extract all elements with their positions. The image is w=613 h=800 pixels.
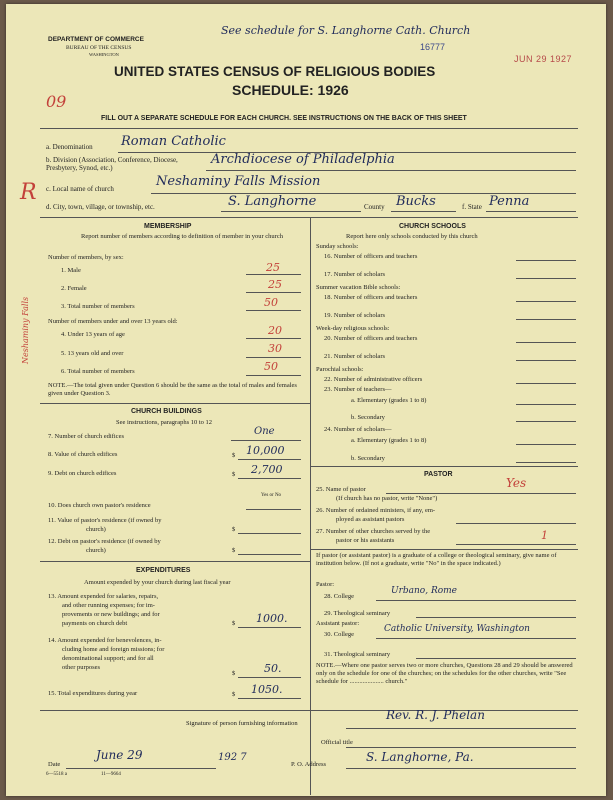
q13-value: 1000. <box>256 612 288 625</box>
schools-title: CHURCH SCHOOLS <box>399 223 466 230</box>
dollar-sign: $ <box>232 471 236 478</box>
handwritten-note: See schedule for S. Langhorne Cath. Church <box>221 24 471 37</box>
buildings-title: CHURCH BUILDINGS <box>131 408 202 415</box>
division-value: Archdiocese of Philadelphia <box>211 152 395 167</box>
form-title: UNITED STATES CENSUS OF RELIGIOUS BODIES <box>114 64 436 79</box>
year-value: 192 7 <box>218 752 247 763</box>
local-name-label: c. Local name of church <box>46 185 114 193</box>
margin-side-note-2: Neshaminy Falls <box>21 296 30 364</box>
signature-label: Signature of person furnishing information <box>186 720 298 727</box>
q27-label-2: pastor or his assistants <box>336 537 395 544</box>
q11-label: 11. Value of pastor's residence (if owned by <box>48 517 162 524</box>
file-number-stamp: 16777 <box>420 42 446 52</box>
denomination-label: a. Denomination <box>46 143 93 151</box>
division-label: b. Division (Association, Conference, Diocese, Presbytery, Synod, etc.) <box>46 156 178 172</box>
q15-value: 1050. <box>251 683 283 696</box>
address-value: S. Langhorne, Pa. <box>366 750 474 764</box>
city-town-label: d. City, town, village, or township, etc. <box>46 203 155 211</box>
parochial-label: Parochial schools: <box>316 366 364 373</box>
q5-over13-label: 5. 13 years old and over <box>61 350 124 357</box>
buildings-sub: See instructions, paragraphs 10 to 12 <box>116 419 213 426</box>
q7-label: 7. Number of church edifices <box>48 433 124 440</box>
asst-pastor-label: Assistant pastor: <box>316 620 360 627</box>
by-sex-label: Number of members, by sex: <box>48 254 124 261</box>
q10-label: 10. Does church own pastor's residence <box>48 502 151 509</box>
q2-female-label: 2. Female <box>61 285 87 292</box>
pastor-sub-label: Pastor: <box>316 581 335 588</box>
q14-label-1: 14. Amount expended for benevolences, in- <box>48 637 162 644</box>
q24b-label: b. Secondary <box>351 455 385 462</box>
q28-value: Urbano, Rome <box>391 586 458 596</box>
q23b-label: b. Secondary <box>351 414 385 421</box>
q26-label-2: ployed as assistant pastors <box>336 516 405 523</box>
header-rule <box>40 128 578 129</box>
weekday-label: Week-day religious schools: <box>316 325 390 332</box>
q26-label: 26. Number of ordained ministers, if any, em- <box>316 507 436 514</box>
q7-value: One <box>254 426 275 437</box>
membership-note: NOTE.—The total given under Question 6 should be the same as the total of males and females given under Question 3. <box>48 382 297 397</box>
q1-male-value: 25 <box>266 261 280 274</box>
q11-label-2: church) <box>86 526 106 533</box>
city-town-value: S. Langhorne <box>228 194 317 209</box>
date-received-stamp: JUN 29 1927 <box>514 54 573 64</box>
dollar-sign: $ <box>232 670 236 677</box>
sunday-label: Sunday schools: <box>316 243 359 250</box>
pastor-note: NOTE.—Where one pastor serves two or more churches, Questions 28 and 29 should be answered only on the schedule for one of the churches; on the schedules for the other churches, write "See schedule for ..................... church." <box>316 662 573 685</box>
q6-total-value: 50 <box>264 360 278 373</box>
schools-sub: Report here only schools conducted by this church <box>346 233 478 240</box>
q25-label: 25. Name of pastor <box>316 486 366 493</box>
q31-label: 31. Theological seminary <box>324 651 391 658</box>
q13-label-2: and other running expenses; for im- <box>62 602 155 609</box>
form-instruction: FILL OUT A SEPARATE SCHEDULE FOR EACH CHURCH. SEE INSTRUCTIONS ON THE BACK OF THIS SHEET <box>101 115 467 122</box>
dept-label: DEPARTMENT OF COMMERCE <box>48 36 144 43</box>
q17-label: 17. Number of scholars <box>324 271 386 278</box>
q6-total-label: 6. Total number of members <box>61 368 135 375</box>
q30-value: Catholic University, Washington <box>384 624 530 634</box>
q4-under13-label: 4. Under 13 years of age <box>61 331 125 338</box>
dollar-sign: $ <box>232 547 236 554</box>
date-value: June 29 <box>96 748 143 762</box>
q12-label: 12. Debt on pastor's residence (if owned by <box>48 538 161 545</box>
date-label: Date <box>48 761 61 768</box>
dollar-sign: $ <box>232 526 236 533</box>
state-value: Penna <box>489 194 530 209</box>
q1-male-label: 1. Male <box>61 267 81 274</box>
q23a-label: a. Elementary (grades 1 to 8) <box>351 397 427 404</box>
bureau-label: BUREAU OF THE CENSUS <box>66 45 132 51</box>
margin-number: 09 <box>46 92 67 111</box>
q21-label: 21. Number of scholars <box>324 353 386 360</box>
q5-over13-value: 30 <box>268 342 282 355</box>
q28-label: 28. College <box>324 593 354 600</box>
membership-title: MEMBERSHIP <box>144 223 192 230</box>
q12-label-2: church) <box>86 547 106 554</box>
center-divider <box>310 217 311 795</box>
q19-label: 19. Number of scholars <box>324 312 386 319</box>
denomination-value: Roman Catholic <box>121 134 226 149</box>
q14-label-2: cluding home and foreign missions; for <box>62 646 165 653</box>
q8-value: 10,000 <box>246 444 285 457</box>
q30-label: 30. College <box>324 631 354 638</box>
q14-label-4: other purposes <box>62 664 101 671</box>
census-schedule-form <box>6 4 606 796</box>
q16-label: 16. Number of officers and teachers <box>324 253 418 260</box>
dollar-sign: $ <box>232 691 236 698</box>
q18-label: 18. Number of officers and teachers <box>324 294 418 301</box>
q9-label: 9. Debt on church edifices <box>48 470 117 477</box>
membership-intro: Report number of members according to definition of member in your church <box>81 233 283 240</box>
by-age-label: Number of members under and over 13 years old: <box>48 318 178 325</box>
q25-note: (If church has no pastor, write "None") <box>336 495 438 502</box>
graduate-note: If pastor (or assistant pastor) is a graduate of a college or theological seminary, give name of institution below. (If not a graduate, write "No" in the space indicated.) <box>316 552 557 567</box>
expenditures-title: EXPENDITURES <box>136 567 191 574</box>
print-code: 11—9664 <box>101 772 121 777</box>
yes-no-label: Yes or No <box>261 493 282 498</box>
dollar-sign: $ <box>232 452 236 459</box>
q25-value: Yes <box>506 476 527 490</box>
county-value: Bucks <box>396 194 436 209</box>
q13-label-1: 13. Amount expended for salaries, repairs, <box>48 593 159 600</box>
q24a-label: a. Elementary (grades 1 to 8) <box>351 437 427 444</box>
q24-label: 24. Number of scholars— <box>324 426 392 433</box>
local-name-value: Neshaminy Falls Mission <box>156 174 321 189</box>
q23-label: 23. Number of teachers— <box>324 386 392 393</box>
address-label: P. O. Address <box>291 761 327 768</box>
q15-label: 15. Total expenditures during year <box>48 690 138 697</box>
q3-total-label: 3. Total number of members <box>61 303 135 310</box>
state-label: f. State <box>462 203 482 211</box>
q27-label: 27. Number of other churches served by the <box>316 528 431 535</box>
margin-letter: R <box>20 180 37 205</box>
q9-value: 2,700 <box>251 463 283 476</box>
official-title-label: Official title <box>321 739 353 746</box>
county-label: County <box>364 203 385 211</box>
q22-label: 22. Number of administrative officers <box>324 376 423 383</box>
form-subtitle: SCHEDULE: 1926 <box>232 82 349 98</box>
q27-value: 1 <box>541 529 548 542</box>
q8-label: 8. Value of church edifices <box>48 451 118 458</box>
q14-value: 50. <box>264 662 282 675</box>
q4-under13-value: 20 <box>268 324 282 337</box>
vacation-label: Summer vacation Bible schools: <box>316 284 401 291</box>
signature-value: Rev. R. J. Phelan <box>386 708 485 722</box>
expenditures-sub: Amount expended by your church during last fiscal year <box>84 579 231 586</box>
q13-label-4: payments on church debt <box>62 620 128 627</box>
q20-label: 20. Number of officers and teachers <box>324 335 418 342</box>
q29-label: 29. Theological seminary <box>324 610 391 617</box>
form-code: 6—5518 a <box>46 772 67 777</box>
city-label: WASHINGTON <box>89 52 119 57</box>
dollar-sign: $ <box>232 620 236 627</box>
pastor-title: PASTOR <box>424 471 453 478</box>
q2-female-value: 25 <box>268 278 282 291</box>
q13-label-3: provements or new buildings; and for <box>62 611 160 618</box>
q14-label-3: denominational support; and for all <box>62 655 154 662</box>
q3-total-value: 50 <box>264 296 278 309</box>
